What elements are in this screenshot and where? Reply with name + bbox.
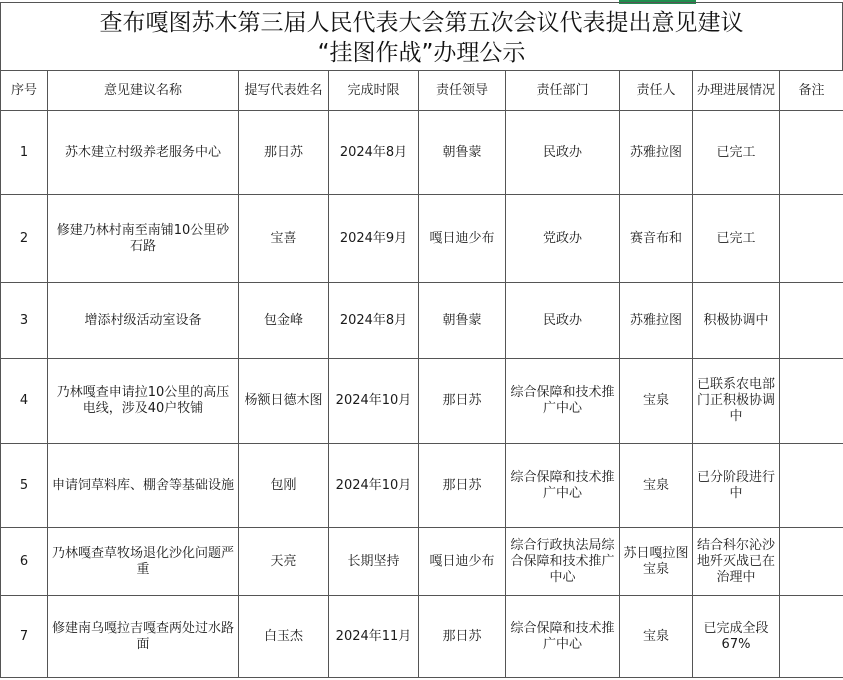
cell-progress: 已完成全段67% (693, 596, 780, 678)
cell-no: 1 (1, 111, 48, 195)
cell-deadline: 2024年10月 (329, 444, 419, 528)
cell-no: 7 (1, 596, 48, 678)
cell-dept: 综合行政执法局综合保障和技术推广中心 (506, 528, 620, 596)
cell-note (780, 359, 843, 444)
cell-person: 赛音布和 (620, 195, 693, 283)
cell-rep: 宝喜 (239, 195, 329, 283)
cell-leader: 那日苏 (419, 444, 506, 528)
header-cell: 办理进展情况 (693, 71, 780, 111)
cell-name: 修建乃林村南至南铺10公里砂石路 (48, 195, 239, 283)
suggestion-table (0, 70, 843, 678)
cell-progress: 已分阶段进行中 (693, 444, 780, 528)
cell-note (780, 596, 843, 678)
cell-deadline: 2024年8月 (329, 111, 419, 195)
cell-leader: 朝鲁蒙 (419, 283, 506, 359)
table-row (1, 596, 843, 678)
table-row (1, 359, 843, 444)
cell-leader: 朝鲁蒙 (419, 111, 506, 195)
cell-progress: 已完工 (693, 111, 780, 195)
cell-person: 宝泉 (620, 359, 693, 444)
page-title (0, 2, 843, 70)
cell-name: 乃林嘎查草牧场退化沙化问题严重 (48, 528, 239, 596)
cell-rep: 那日苏 (239, 111, 329, 195)
cell-no: 4 (1, 359, 48, 444)
cell-note (780, 283, 843, 359)
cell-person: 苏雅拉图 (620, 283, 693, 359)
cell-dept: 综合保障和技术推广中心 (506, 596, 620, 678)
cell-progress: 积极协调中 (693, 283, 780, 359)
header-cell: 提写代表姓名 (239, 71, 329, 111)
title-line-1: 查布嘎图苏木第三届人民代表大会第五次会议代表提出意见建议 (99, 10, 744, 36)
cell-no: 5 (1, 444, 48, 528)
cell-person: 苏雅拉图 (620, 111, 693, 195)
table-row (1, 195, 843, 283)
cell-note (780, 195, 843, 283)
cell-dept: 综合保障和技术推广中心 (506, 444, 620, 528)
cell-name: 增添村级活动室设备 (48, 283, 239, 359)
table-row (1, 528, 843, 596)
cell-rep: 白玉杰 (239, 596, 329, 678)
cell-deadline: 2024年10月 (329, 359, 419, 444)
header-cell: 完成时限 (329, 71, 419, 111)
header-cell: 序号 (1, 71, 48, 111)
cell-leader: 那日苏 (419, 596, 506, 678)
title-line-2: “挂图作战”办理公示 (317, 40, 526, 66)
cell-deadline: 2024年11月 (329, 596, 419, 678)
cell-progress: 结合科尔沁沙地歼灭战已在治理中 (693, 528, 780, 596)
cell-no: 3 (1, 283, 48, 359)
header-row (1, 71, 843, 111)
cell-no: 2 (1, 195, 48, 283)
cell-note (780, 444, 843, 528)
cell-dept: 综合保障和技术推广中心 (506, 359, 620, 444)
table-row (1, 283, 843, 359)
cell-name: 申请饲草料库、棚舍等基础设施 (48, 444, 239, 528)
cell-person: 苏日嘎拉图宝泉 (620, 528, 693, 596)
cell-rep: 包金峰 (239, 283, 329, 359)
cell-leader: 嘎日迪少布 (419, 528, 506, 596)
cell-dept: 民政办 (506, 111, 620, 195)
table-row (1, 111, 843, 195)
cell-deadline: 长期坚持 (329, 528, 419, 596)
cell-rep: 包刚 (239, 444, 329, 528)
header-cell: 责任领导 (419, 71, 506, 111)
cell-note (780, 528, 843, 596)
header-cell: 备注 (780, 71, 843, 111)
cell-name: 乃林嘎查申请拉10公里的高压电线，涉及40户牧铺 (48, 359, 239, 444)
header-cell: 意见建议名称 (48, 71, 239, 111)
cell-deadline: 2024年8月 (329, 283, 419, 359)
cell-dept: 民政办 (506, 283, 620, 359)
cell-progress: 已联系农电部门正积极协调中 (693, 359, 780, 444)
cell-dept: 党政办 (506, 195, 620, 283)
cell-person: 宝泉 (620, 596, 693, 678)
cell-no: 6 (1, 528, 48, 596)
cell-deadline: 2024年9月 (329, 195, 419, 283)
header-cell: 责任部门 (506, 71, 620, 111)
header-cell: 责任人 (620, 71, 693, 111)
cell-leader: 那日苏 (419, 359, 506, 444)
cell-rep: 杨额日德木图 (239, 359, 329, 444)
cell-name: 苏木建立村级养老服务中心 (48, 111, 239, 195)
cell-progress: 已完工 (693, 195, 780, 283)
cell-leader: 嘎日迪少布 (419, 195, 506, 283)
table-row (1, 444, 843, 528)
cell-person: 宝泉 (620, 444, 693, 528)
cell-rep: 天亮 (239, 528, 329, 596)
cell-name: 修建南乌嘎拉吉嘎查两处过水路面 (48, 596, 239, 678)
cell-note (780, 111, 843, 195)
